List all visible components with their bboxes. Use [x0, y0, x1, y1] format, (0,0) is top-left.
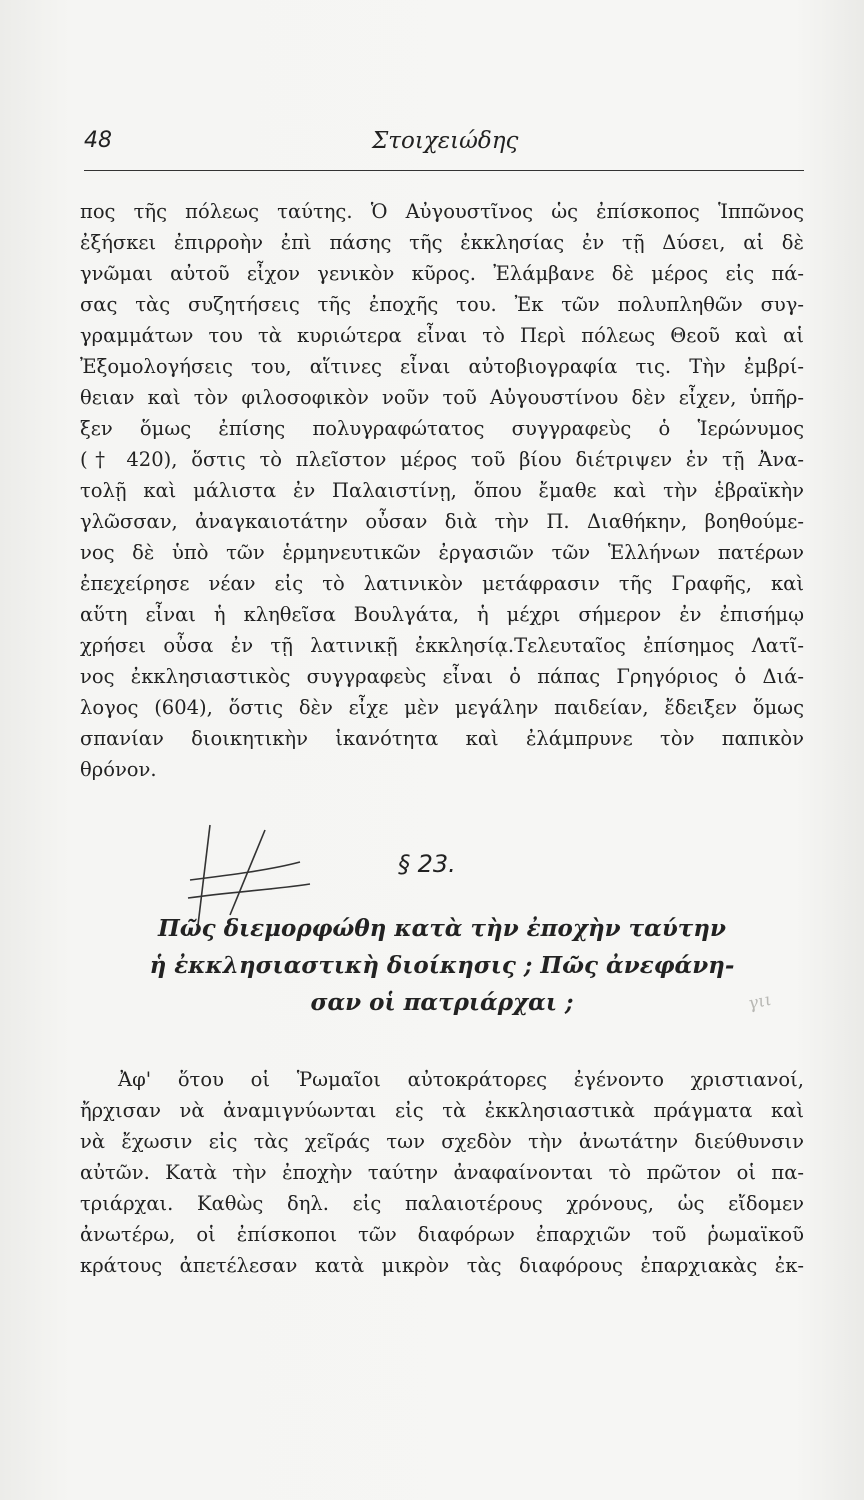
heading-line: ἡ ἐκκλησιαστικὴ διοίκησις ; Πῶς ἀνεφάνη-	[149, 952, 735, 979]
text-line: τολῇ καὶ μάλιστα ἐν Παλαιστίνῃ, ὅπου ἔμαθε καὶ τὴν ἑβραϊκὴν	[80, 479, 804, 502]
text-line: νος δὲ ὑπὸ τῶν ἑρμηνευτικῶν ἐργασιῶν τῶν Ἑλλήνων πατέρων	[80, 541, 804, 564]
section-heading	[80, 910, 804, 1021]
text-line: σας τὰς συζητήσεις τῆς ἐποχῆς του. Ἐκ τῶν πολυπληθῶν συγ-	[80, 293, 804, 316]
text-line: γλῶσσαν, ἀναγκαιοτάτην οὖσαν διὰ τὴν Π. Διαθήκην, βοηθούμε-	[80, 510, 804, 533]
text-line: χρήσει οὖσα ἐν τῇ λατινικῇ ἐκκλησίᾳ.Τελευταῖος ἐπίσημος Λατῖ-	[80, 634, 804, 657]
text-line: ἐπεχείρησε νέαν εἰς τὸ λατινικὸν μετάφρασιν τῆς Γραφῆς, καὶ	[80, 572, 804, 595]
text-line: ἤρχισαν νὰ ἀναμιγνύωνται εἰς τὰ ἐκκλησιαστικὰ πράγματα καὶ	[80, 1099, 804, 1122]
text-line: κράτους ἀπετέλεσαν κατὰ μικρὸν τὰς διαφόρους ἐπαρχιακὰς ἐκ-	[80, 1254, 804, 1277]
text-line: Ἀφ' ὅτου οἱ Ῥωμαῖοι αὐτοκράτορες ἐγένοντο χριστιανοί,	[118, 1068, 804, 1091]
text-line: ἀνωτέρω, οἱ ἐπίσκοποι τῶν διαφόρων ἐπαρχιῶν τοῦ ῥωμαϊκοῦ	[80, 1223, 804, 1246]
text-line: Ἐξομολογήσεις του, αἵτινες εἶναι αὐτοβιογραφία τις. Τὴν ἐμβρί-	[80, 355, 804, 378]
heading-line: Πῶς διεμορφώθη κατὰ τὴν ἐποχὴν ταύτην	[158, 915, 726, 942]
paragraph-patriarchs	[80, 1064, 804, 1281]
text-line: τριάρχαι. Καθὼς δηλ. εἰς παλαιοτέρους χρόνους, ὡς εἴδομεν	[80, 1192, 804, 1215]
pencil-annotation: γιι	[746, 989, 774, 1015]
text-line: ξεν ὅμως ἐπίσης πολυγραφώτατος συγγραφεὺς ὁ Ἱερώνυμος	[80, 417, 804, 440]
text-line: ἐξήσκει ἐπιρροὴν ἐπὶ πάσης τῆς ἐκκλησίας ἐν τῇ Δύσει, αἱ δὲ	[80, 231, 804, 254]
text-line: πος τῆς πόλεως ταύτης. Ὁ Αὐγουστῖνος ὡς ἐπίσκοπος Ἱππῶνος	[80, 200, 804, 223]
text-line: γραμμάτων του τὰ κυριώτερα εἶναι τὸ Περὶ πόλεως Θεοῦ καὶ αἱ	[80, 324, 804, 347]
page-number: 48	[84, 128, 112, 153]
heading-line: σαν οἱ πατριάρχαι ;	[310, 989, 574, 1016]
running-title: Στοιχειώδης	[372, 128, 519, 154]
text-line: αὐτῶν. Κατὰ τὴν ἐποχὴν ταύτην ἀναφαίνονται τὸ πρῶτον οἱ πα-	[80, 1161, 804, 1184]
text-line: λογος (604), ὅστις δὲν εἶχε μὲν μεγάλην παιδείαν, ἔδειξεν ὅμως	[80, 696, 804, 719]
text-line: θρόνον.	[80, 758, 157, 781]
paragraph-augustine	[80, 196, 804, 785]
page-header	[84, 128, 804, 158]
text-line: θειαν καὶ τὸν φιλοσοφικὸν νοῦν τοῦ Αὐγουστίνου δὲν εἶχεν, ὑπῆρ-	[80, 386, 804, 409]
text-line: αὕτη εἶναι ἡ κληθεῖσα Βουλγάτα, ἡ μέχρι σήμερον ἐν ἐπισήμῳ	[80, 603, 804, 626]
text-line: († 420), ὅστις τὸ πλεῖστον μέρος τοῦ βίου διέτριψεν ἐν τῇ Ἀνα-	[80, 448, 804, 471]
section-number: § 23.	[398, 850, 456, 878]
text-line: νος ἐκκλησιαστικὸς συγγραφεὺς εἶναι ὁ πάπας Γρηγόριος ὁ Διά-	[80, 665, 804, 688]
text-line: σπανίαν διοικητικὴν ἱκανότητα καὶ ἐλάμπρυνε τὸν παπικὸν	[80, 727, 804, 750]
text-line: γνῶμαι αὐτοῦ εἶχον γενικὸν κῦρος. Ἐλάμβανε δὲ μέρος εἰς πά-	[80, 262, 804, 285]
text-line: νὰ ἔχωσιν εἰς τὰς χεῖράς των σχεδὸν τὴν ἀνωτάτην διεύθυνσιν	[80, 1130, 804, 1153]
header-rule	[84, 170, 804, 171]
